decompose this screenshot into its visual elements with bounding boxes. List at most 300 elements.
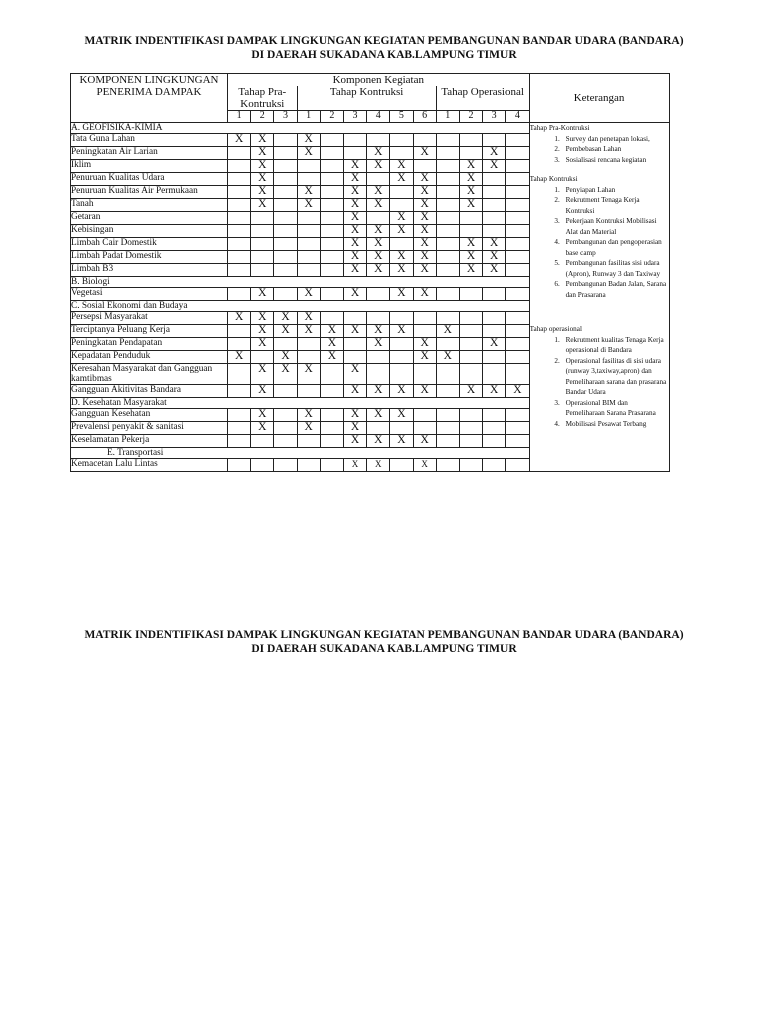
impact-mark-cell — [297, 173, 320, 186]
impact-mark-cell — [228, 238, 251, 251]
impact-mark-cell — [274, 212, 297, 225]
impact-mark-cell: X — [343, 364, 366, 385]
impact-mark-cell: X — [251, 422, 274, 435]
impact-mark-cell — [251, 264, 274, 277]
impact-mark-cell: X — [251, 288, 274, 301]
impact-mark-cell — [506, 147, 529, 160]
impact-mark-cell — [390, 147, 413, 160]
impact-mark-cell: X — [343, 186, 366, 199]
impact-mark-cell: X — [251, 147, 274, 160]
impact-mark-cell — [413, 134, 436, 147]
impact-mark-cell — [228, 459, 251, 472]
impact-mark-cell — [367, 312, 390, 325]
component-label: Limbah B3 — [71, 264, 228, 277]
impact-mark-cell — [483, 435, 506, 448]
impact-mark-cell: X — [367, 186, 390, 199]
impact-mark-cell: X — [483, 251, 506, 264]
impact-mark-cell — [320, 435, 343, 448]
impact-mark-cell — [367, 212, 390, 225]
impact-mark-cell: X — [228, 134, 251, 147]
impact-mark-cell: X — [251, 134, 274, 147]
keterangan-item: 1. Penyiapan Lahan — [562, 185, 669, 196]
impact-mark-cell — [436, 312, 459, 325]
section-row — [71, 123, 670, 134]
impact-mark-cell: X — [251, 385, 274, 398]
impact-mark-cell — [483, 409, 506, 422]
column-number: 3 — [483, 111, 506, 123]
section-title: C. Sosial Ekonomi dan Budaya — [71, 301, 530, 312]
impact-mark-cell — [274, 147, 297, 160]
impact-mark-cell: X — [297, 325, 320, 338]
impact-mark-cell — [274, 186, 297, 199]
impact-mark-cell: X — [390, 288, 413, 301]
impact-mark-cell — [320, 459, 343, 472]
impact-mark-cell — [320, 422, 343, 435]
impact-mark-cell — [506, 134, 529, 147]
impact-mark-cell — [367, 364, 390, 385]
impact-mark-cell — [436, 435, 459, 448]
impact-mark-cell — [506, 312, 529, 325]
impact-mark-cell — [367, 288, 390, 301]
component-label: Terciptanya Peluang Kerja — [71, 325, 228, 338]
section-title: A. GEOFISIKA-KIMIA — [71, 123, 530, 134]
impact-mark-cell — [343, 134, 366, 147]
impact-mark-cell — [506, 351, 529, 364]
impact-mark-cell — [483, 186, 506, 199]
impact-mark-cell — [274, 385, 297, 398]
header-tahap-pra: Tahap Pra-Kontruksi — [228, 86, 298, 111]
column-number: 6 — [413, 111, 436, 123]
keterangan-heading: Tahap Kontruksi — [529, 175, 578, 183]
impact-mark-cell — [506, 264, 529, 277]
impact-mark-cell: X — [390, 251, 413, 264]
impact-mark-cell — [506, 422, 529, 435]
impact-mark-cell: X — [367, 338, 390, 351]
component-label: Gangguan Kesehatan — [71, 409, 228, 422]
impact-mark-cell — [343, 338, 366, 351]
impact-mark-cell: X — [320, 338, 343, 351]
impact-mark-cell — [251, 351, 274, 364]
impact-mark-cell: X — [228, 351, 251, 364]
impact-mark-cell — [297, 351, 320, 364]
component-label: Kepadatan Penduduk — [71, 351, 228, 364]
impact-mark-cell: X — [251, 173, 274, 186]
impact-mark-cell — [459, 422, 482, 435]
impact-mark-cell — [274, 422, 297, 435]
impact-mark-cell: X — [343, 160, 366, 173]
impact-mark-cell: X — [297, 409, 320, 422]
impact-mark-cell — [390, 351, 413, 364]
impact-mark-cell — [506, 212, 529, 225]
impact-mark-cell: X — [413, 264, 436, 277]
impact-mark-cell — [274, 238, 297, 251]
component-label: Gangguan Akitivitas Bandara — [71, 385, 228, 398]
impact-mark-cell — [320, 288, 343, 301]
impact-mark-cell: X — [367, 325, 390, 338]
impact-mark-cell — [506, 364, 529, 385]
impact-mark-cell — [228, 251, 251, 264]
impact-mark-cell: X — [459, 264, 482, 277]
impact-mark-cell: X — [297, 147, 320, 160]
impact-mark-cell: X — [251, 364, 274, 385]
impact-mark-cell: X — [251, 312, 274, 325]
impact-mark-cell — [413, 160, 436, 173]
document-title — [0, 34, 768, 62]
impact-mark-cell — [483, 134, 506, 147]
impact-mark-cell: X — [367, 409, 390, 422]
impact-mark-cell: X — [251, 160, 274, 173]
component-label: Vegetasi — [71, 288, 228, 301]
impact-mark-cell — [459, 225, 482, 238]
impact-mark-cell: X — [413, 238, 436, 251]
impact-mark-cell — [436, 288, 459, 301]
impact-mark-cell — [483, 312, 506, 325]
impact-mark-cell — [343, 147, 366, 160]
impact-mark-cell — [320, 173, 343, 186]
impact-mark-cell — [459, 338, 482, 351]
keterangan-item: 2. Operasional fasilitas di sisi udara (runway 3,taxiway,apron) dan Pemeliharaan sarana dan prasarana Bandar Udara — [562, 356, 669, 398]
impact-mark-cell — [390, 422, 413, 435]
impact-mark-cell — [459, 312, 482, 325]
impact-mark-cell — [459, 212, 482, 225]
impact-mark-cell — [459, 409, 482, 422]
impact-mark-cell: X — [413, 435, 436, 448]
impact-mark-cell — [228, 225, 251, 238]
impact-mark-cell — [367, 134, 390, 147]
impact-mark-cell — [297, 160, 320, 173]
impact-mark-cell — [251, 225, 274, 238]
impact-mark-cell: X — [251, 338, 274, 351]
impact-mark-cell — [390, 238, 413, 251]
impact-mark-cell — [459, 147, 482, 160]
keterangan-item: 1. Survey dan penetapan lokasi, — [562, 134, 669, 145]
impact-mark-cell — [483, 288, 506, 301]
impact-mark-cell — [459, 134, 482, 147]
column-number: 1 — [228, 111, 251, 123]
impact-mark-cell: X — [459, 385, 482, 398]
impact-mark-cell: X — [390, 435, 413, 448]
impact-mark-cell: X — [483, 338, 506, 351]
component-label: Limbah Cair Domestik — [71, 238, 228, 251]
impact-mark-cell — [436, 251, 459, 264]
impact-mark-cell — [436, 364, 459, 385]
impact-mark-cell — [483, 325, 506, 338]
impact-mark-cell: X — [483, 264, 506, 277]
impact-mark-cell: X — [413, 186, 436, 199]
impact-mark-cell — [228, 422, 251, 435]
impact-mark-cell — [251, 251, 274, 264]
impact-mark-cell: X — [367, 238, 390, 251]
impact-mark-cell: X — [297, 312, 320, 325]
impact-mark-cell: X — [367, 251, 390, 264]
impact-mark-cell: X — [251, 325, 274, 338]
title-line-2: DI DAERAH SUKADANA KAB.LAMPUNG TIMUR — [251, 49, 517, 61]
impact-mark-cell — [228, 364, 251, 385]
impact-mark-cell — [506, 459, 529, 472]
impact-mark-cell: X — [343, 459, 366, 472]
impact-mark-cell — [413, 312, 436, 325]
impact-mark-cell: X — [343, 435, 366, 448]
header-komponen-lingkungan: KOMPONEN LINGKUNGAN PENERIMA DAMPAK — [71, 74, 228, 123]
impact-mark-cell — [320, 225, 343, 238]
keterangan-item: 5. Pembangunan fasilitas sisi udara (Apron), Runway 3 dan Taxiway — [562, 258, 669, 279]
keterangan-item: 3. Sosialisasi rencana kegiatan — [562, 155, 669, 166]
impact-mark-cell: X — [413, 147, 436, 160]
impact-mark-cell — [297, 238, 320, 251]
impact-mark-cell — [436, 186, 459, 199]
column-number: 4 — [506, 111, 529, 123]
impact-mark-cell: X — [459, 173, 482, 186]
impact-mark-cell — [297, 212, 320, 225]
impact-mark-cell — [320, 264, 343, 277]
impact-mark-cell: X — [367, 225, 390, 238]
impact-mark-cell: X — [367, 264, 390, 277]
impact-mark-cell: X — [459, 199, 482, 212]
impact-mark-cell: X — [390, 385, 413, 398]
column-number: 5 — [390, 111, 413, 123]
impact-mark-cell — [320, 186, 343, 199]
impact-mark-cell — [274, 173, 297, 186]
impact-mark-cell — [506, 160, 529, 173]
impact-mark-cell — [297, 264, 320, 277]
impact-mark-cell — [274, 459, 297, 472]
impact-mark-cell — [343, 312, 366, 325]
keterangan-list — [530, 185, 669, 301]
impact-mark-cell — [506, 409, 529, 422]
keterangan-item: 4. Pembangunan dan pengoperasian base camp — [562, 237, 669, 258]
impact-mark-cell — [228, 325, 251, 338]
impact-mark-cell: X — [343, 238, 366, 251]
impact-mark-cell — [436, 459, 459, 472]
header-komponen-kegiatan: Komponen Kegiatan — [228, 74, 530, 87]
impact-mark-cell: X — [297, 288, 320, 301]
impact-mark-cell — [436, 264, 459, 277]
keterangan-cell — [529, 123, 669, 472]
column-number: 2 — [459, 111, 482, 123]
impact-mark-cell: X — [343, 251, 366, 264]
header-keterangan: Keterangan — [529, 74, 669, 123]
impact-mark-cell: X — [343, 199, 366, 212]
component-label: Keresahan Masyarakat dan Gangguan kamtibmas — [71, 364, 228, 385]
impact-mark-cell: X — [320, 351, 343, 364]
impact-mark-cell — [274, 409, 297, 422]
title-repeat-line-2: DI DAERAH SUKADANA KAB.LAMPUNG TIMUR — [251, 643, 517, 655]
impact-mark-cell — [320, 160, 343, 173]
impact-mark-cell: X — [483, 160, 506, 173]
section-title: E. Transportasi — [71, 448, 530, 459]
impact-mark-cell — [274, 199, 297, 212]
impact-mark-cell: X — [367, 385, 390, 398]
column-number: 4 — [367, 111, 390, 123]
impact-mark-cell — [436, 134, 459, 147]
impact-mark-cell — [506, 251, 529, 264]
impact-mark-cell: X — [343, 385, 366, 398]
impact-mark-cell — [483, 199, 506, 212]
impact-mark-cell — [459, 435, 482, 448]
impact-matrix-table — [70, 73, 670, 472]
impact-mark-cell: X — [251, 409, 274, 422]
impact-mark-cell — [390, 312, 413, 325]
impact-mark-cell: X — [343, 288, 366, 301]
section-title: D. Kesehatan Masyarakat — [71, 398, 530, 409]
impact-mark-cell — [297, 225, 320, 238]
title-repeat-line-1: MATRIK INDENTIFIKASI DAMPAK LINGKUNGAN KEGIATAN PEMBANGUNAN BANDAR UDARA (BANDARA) — [84, 629, 684, 641]
keterangan-item: 3. Operasional BIM dan Pemeliharaan Sarana Prasarana — [562, 398, 669, 419]
impact-mark-cell — [274, 251, 297, 264]
impact-mark-cell: X — [343, 212, 366, 225]
column-number: 1 — [436, 111, 459, 123]
impact-mark-cell — [320, 147, 343, 160]
impact-mark-cell — [483, 364, 506, 385]
impact-mark-cell — [413, 409, 436, 422]
component-label: Keselamatan Pekerja — [71, 435, 228, 448]
keterangan-item: 3. Pekerjaan Kontruksi Mobilisasi Alat dan Material — [562, 216, 669, 237]
component-label: Getaran — [71, 212, 228, 225]
impact-mark-cell — [506, 435, 529, 448]
impact-mark-cell: X — [367, 459, 390, 472]
impact-mark-cell: X — [390, 212, 413, 225]
impact-mark-cell: X — [228, 312, 251, 325]
impact-mark-cell: X — [483, 238, 506, 251]
impact-mark-cell: X — [274, 351, 297, 364]
impact-mark-cell — [436, 338, 459, 351]
impact-mark-cell — [251, 435, 274, 448]
impact-mark-cell — [390, 134, 413, 147]
impact-mark-cell — [367, 351, 390, 364]
impact-mark-cell: X — [297, 422, 320, 435]
impact-mark-cell — [274, 134, 297, 147]
impact-mark-cell: X — [413, 338, 436, 351]
keterangan-heading: Tahap Pra-Kontruksi — [529, 124, 590, 132]
impact-mark-cell — [506, 325, 529, 338]
component-label: Peningkatan Pendapatan — [71, 338, 228, 351]
column-number: 2 — [251, 111, 274, 123]
component-label: Tanah — [71, 199, 228, 212]
impact-mark-cell — [436, 199, 459, 212]
impact-mark-cell: X — [390, 225, 413, 238]
impact-mark-cell — [228, 288, 251, 301]
column-number: 3 — [343, 111, 366, 123]
component-label: Peningkatan Air Larian — [71, 147, 228, 160]
impact-mark-cell: X — [413, 199, 436, 212]
component-label: Limbah Padat Domestik — [71, 251, 228, 264]
impact-mark-cell — [459, 364, 482, 385]
impact-mark-cell: X — [251, 199, 274, 212]
keterangan-item: 4. Mobilisasi Pesawat Terbang — [562, 419, 669, 430]
impact-mark-cell: X — [251, 186, 274, 199]
impact-mark-cell — [459, 325, 482, 338]
impact-mark-cell: X — [483, 147, 506, 160]
impact-mark-cell — [251, 212, 274, 225]
impact-mark-cell — [228, 212, 251, 225]
impact-mark-cell: X — [367, 160, 390, 173]
impact-mark-cell: X — [297, 134, 320, 147]
impact-mark-cell — [320, 385, 343, 398]
impact-mark-cell — [251, 238, 274, 251]
impact-mark-cell: X — [413, 173, 436, 186]
impact-mark-cell — [390, 186, 413, 199]
impact-mark-cell — [390, 459, 413, 472]
impact-mark-cell — [506, 238, 529, 251]
header-tahap-operasional: Tahap Operasional — [436, 86, 529, 111]
section-title: B. Biologi — [71, 277, 530, 288]
impact-mark-cell — [320, 364, 343, 385]
impact-mark-cell: X — [413, 385, 436, 398]
impact-mark-cell: X — [390, 264, 413, 277]
impact-mark-cell — [367, 422, 390, 435]
impact-mark-cell — [228, 199, 251, 212]
impact-mark-cell: X — [343, 422, 366, 435]
impact-mark-cell — [228, 147, 251, 160]
impact-mark-cell — [436, 160, 459, 173]
impact-mark-cell — [506, 288, 529, 301]
document-title-repeat — [0, 628, 768, 656]
impact-mark-cell: X — [413, 288, 436, 301]
impact-mark-cell — [320, 134, 343, 147]
impact-mark-cell — [274, 160, 297, 173]
impact-mark-cell: X — [274, 364, 297, 385]
impact-mark-cell: X — [297, 199, 320, 212]
impact-mark-cell: X — [413, 212, 436, 225]
keterangan-item: 2. Rekrutment Tenaga Kerja Kontruksi — [562, 195, 669, 216]
impact-mark-cell: X — [343, 173, 366, 186]
impact-mark-cell: X — [367, 435, 390, 448]
impact-mark-cell: X — [506, 385, 529, 398]
impact-mark-cell — [228, 160, 251, 173]
keterangan-item: 6. Pembangunan Badan Jalan, Sarana dan Prasarana — [562, 279, 669, 300]
impact-mark-cell — [274, 264, 297, 277]
impact-mark-cell: X — [367, 199, 390, 212]
impact-mark-cell: X — [274, 325, 297, 338]
component-label: Tata Guna Lahan — [71, 134, 228, 147]
keterangan-item: 1. Rekrutment kualitas Tenaga Kerja operasional di Bandara — [562, 335, 669, 356]
column-number: 2 — [320, 111, 343, 123]
impact-mark-cell — [228, 385, 251, 398]
component-label: Penuruan Kualitas Udara — [71, 173, 228, 186]
impact-mark-cell — [436, 422, 459, 435]
impact-mark-cell — [436, 212, 459, 225]
matrix-body — [71, 123, 670, 472]
impact-mark-cell — [413, 325, 436, 338]
impact-mark-cell — [297, 435, 320, 448]
impact-mark-cell — [297, 459, 320, 472]
impact-mark-cell — [320, 199, 343, 212]
impact-mark-cell — [436, 238, 459, 251]
component-label: Prevalensi penyakit & sanitasi — [71, 422, 228, 435]
impact-mark-cell — [320, 212, 343, 225]
impact-mark-cell — [413, 422, 436, 435]
impact-mark-cell — [390, 199, 413, 212]
impact-mark-cell — [228, 264, 251, 277]
impact-mark-cell: X — [413, 251, 436, 264]
impact-mark-cell — [436, 409, 459, 422]
impact-mark-cell: X — [343, 409, 366, 422]
keterangan-list — [530, 134, 669, 166]
impact-mark-cell: X — [413, 225, 436, 238]
impact-mark-cell — [228, 173, 251, 186]
impact-mark-cell — [274, 288, 297, 301]
impact-mark-cell — [506, 225, 529, 238]
impact-mark-cell: X — [390, 173, 413, 186]
impact-mark-cell — [320, 251, 343, 264]
impact-mark-cell — [320, 238, 343, 251]
impact-mark-cell — [459, 459, 482, 472]
impact-mark-cell: X — [343, 225, 366, 238]
impact-mark-cell — [506, 186, 529, 199]
title-line-1: MATRIK INDENTIFIKASI DAMPAK LINGKUNGAN KEGIATAN PEMBANGUNAN BANDAR UDARA (BANDARA) — [84, 35, 684, 47]
impact-mark-cell — [320, 312, 343, 325]
impact-mark-cell — [274, 338, 297, 351]
